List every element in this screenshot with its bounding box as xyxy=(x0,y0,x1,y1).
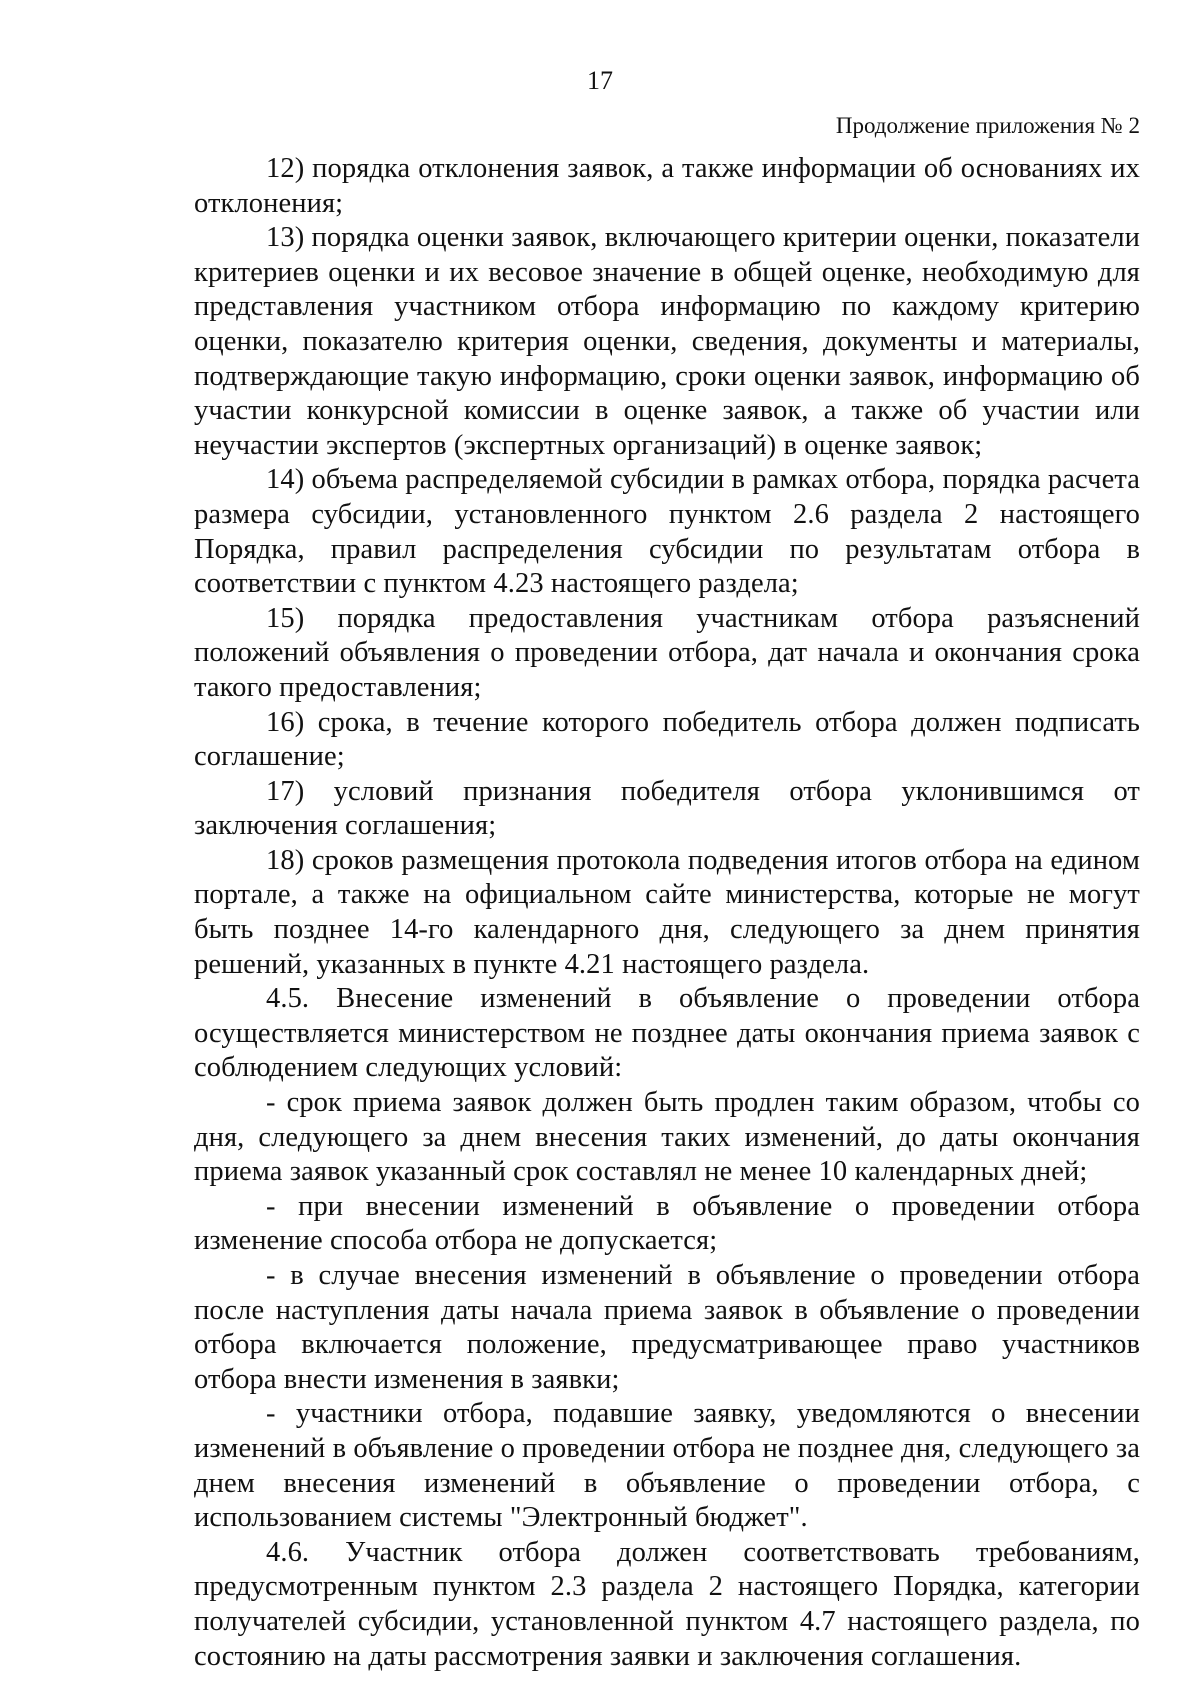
paragraph-condition-3: - в случае внесения изменений в объявление о проведении отбора после наступления даты начала приема заявок в объявление о проведении отбора включается положение, предусматривающее право участников отбора внести изменения в заявки; xyxy=(194,1260,1140,1395)
paragraph-item-16: 16) срока, в течение которого победитель отбора должен подписать соглашение; xyxy=(194,706,1140,773)
paragraph-section-4-5: 4.5. Внесение изменений в объявление о проведении отбора осуществляется министерством не позднее даты окончания приема заявок с соблюдением следующих условий: xyxy=(194,983,1140,1084)
page-number: 17 xyxy=(587,66,613,95)
annex-continuation-label: Продолжение приложения № 2 xyxy=(835,113,1140,138)
paragraph-item-12: 12) порядка отклонения заявок, а также информации об основаниях их отклонения; xyxy=(194,153,1140,219)
paragraph-condition-2: - при внесении изменений в объявление о проведении отбора изменение способа отбора не допускается; xyxy=(194,1190,1140,1257)
paragraph-item-17: 17) условий признания победителя отбора уклонившимся от заключения соглашения; xyxy=(194,775,1140,842)
paragraph-condition-4: - участники отбора, подавшие заявку, уведомляются о внесении изменений в объявление о проведении отбора не позднее дня, следующего за днем внесения изменений в объявление о проведении отбора, с использованием системы "Электронный бюджет". xyxy=(194,1398,1140,1534)
paragraph-item-15: 15) порядка предоставления участникам отбора разъяснений положений объявления о проведении отбора, дат начала и окончания срока такого предоставления; xyxy=(194,602,1140,703)
paragraph-item-18: 18) сроков размещения протокола подведения итогов отбора на едином портале, а также на официальном сайте министерства, которые не могут быть позднее 14-го календарного дня, следующего за днем принятия решений, указанных в пункте 4.21 настоящего раздела. xyxy=(194,844,1140,980)
paragraph-condition-1: - срок приема заявок должен быть продлен таким образом, чтобы со дня, следующего за днем внесения таких изменений, до даты окончания приема заявок указанный срок составлял не менее 10 календарных дней; xyxy=(194,1087,1140,1188)
paragraph-item-14: 14) объема распределяемой субсидии в рамках отбора, порядка расчета размера субсидии, установленного пунктом 2.6 раздела 2 настоящего Порядка, правил распределения субсидии по результатам отбора в соответствии с пунктом 4.23 настоящего раздела; xyxy=(194,464,1140,600)
paragraph-section-4-6: 4.6. Участник отбора должен соответствовать требованиям, предусмотренным пунктом 2.3 раздела 2 настоящего Порядка, категории получателей субсидии, установленной пунктом 4.7 настоящего раздела, по состоянию на даты рассмотрения заявки и заключения соглашения. xyxy=(194,1536,1140,1672)
paragraph-item-13: 13) порядка оценки заявок, включающего критерии оценки, показатели критериев оценки и их весовое значение в общей оценке, необходимую для представления участником отбора информацию по каждому критерию оценки, показателю критерия оценки, сведения, документы и материалы, подтверждающие такую информацию, сроки оценки заявок, информацию об участии конкурсной комиссии в оценке заявок, а также об участии или неучастии экспертов (экспертных организаций) в оценке заявок; xyxy=(194,222,1140,461)
document-body xyxy=(194,152,1140,1674)
